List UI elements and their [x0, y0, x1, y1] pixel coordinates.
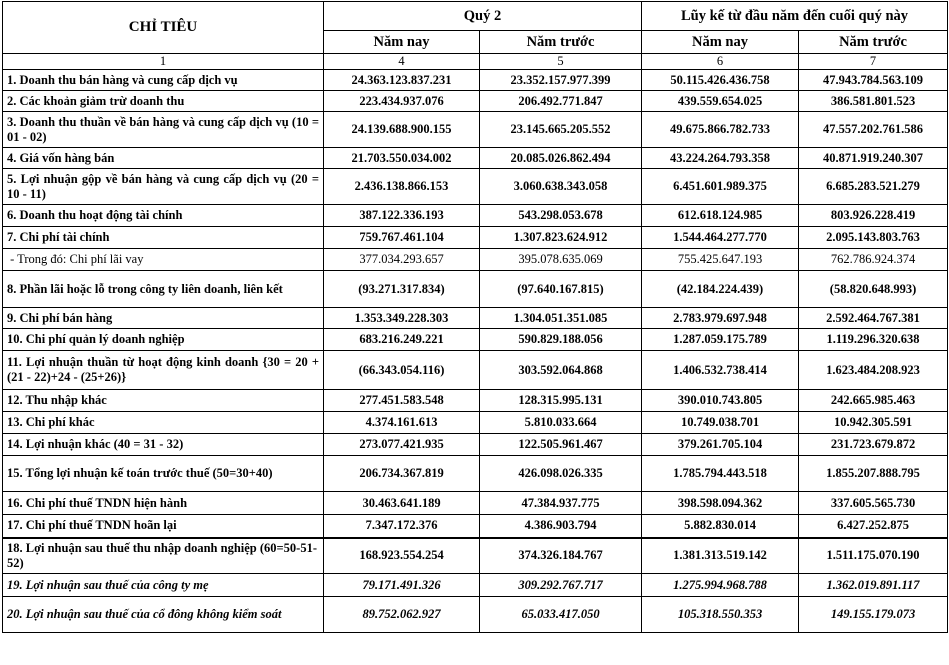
cell-value: 6.451.601.989.375 — [642, 169, 799, 205]
cell-value: 79.171.491.326 — [324, 574, 480, 597]
cell-value: 1.119.296.320.638 — [799, 329, 948, 351]
cell-value: 23.145.665.205.552 — [480, 112, 642, 148]
cell-value: 1.275.994.968.788 — [642, 574, 799, 597]
cell-value: 4.374.161.613 — [324, 412, 480, 434]
cell-value: 337.605.565.730 — [799, 492, 948, 515]
col-header-quarter-2: Quý 2 — [324, 2, 642, 31]
cell-value: 1.511.175.070.190 — [799, 538, 948, 574]
cell-value: 2.095.143.803.763 — [799, 227, 948, 249]
cell-value: 1.785.794.443.518 — [642, 456, 799, 492]
cell-value: 149.155.179.073 — [799, 597, 948, 633]
cell-value: 4.386.903.794 — [480, 515, 642, 538]
row-label: 3. Doanh thu thuần về bán hàng và cung cấp dịch vụ (10 = 01 - 02) — [3, 112, 324, 148]
table-row — [3, 456, 948, 492]
cell-value: (66.343.054.116) — [324, 351, 480, 390]
cell-value: 1.381.313.519.142 — [642, 538, 799, 574]
cell-value: 374.326.184.767 — [480, 538, 642, 574]
cell-value: 30.463.641.189 — [324, 492, 480, 515]
cell-value: 47.384.937.775 — [480, 492, 642, 515]
cell-value: 89.752.062.927 — [324, 597, 480, 633]
row-label: 18. Lợi nhuận sau thuế thu nhập doanh nghiệp (60=50-51-52) — [3, 538, 324, 574]
table-row — [3, 205, 948, 227]
cell-value: 206.492.771.847 — [480, 91, 642, 112]
cell-value: 395.078.635.069 — [480, 249, 642, 271]
table-row — [3, 492, 948, 515]
cell-value: 377.034.293.657 — [324, 249, 480, 271]
col-index: 5 — [480, 54, 642, 70]
cell-value: 1.406.532.738.414 — [642, 351, 799, 390]
col-header-ytd-last-year: Năm trước — [799, 31, 948, 54]
cell-value: 439.559.654.025 — [642, 91, 799, 112]
cell-value: 242.665.985.463 — [799, 390, 948, 412]
row-label: 8. Phần lãi hoặc lỗ trong công ty liên doanh, liên kết — [3, 271, 324, 308]
row-label: 5. Lợi nhuận gộp về bán hàng và cung cấp dịch vụ (20 = 10 - 11) — [3, 169, 324, 205]
table-row — [3, 271, 948, 308]
col-header-year-to-date: Lũy kế từ đầu năm đến cuối quý này — [642, 2, 948, 31]
col-index: 1 — [3, 54, 324, 70]
cell-value: 3.060.638.343.058 — [480, 169, 642, 205]
cell-value: 590.829.188.056 — [480, 329, 642, 351]
cell-value: 23.352.157.977.399 — [480, 70, 642, 91]
cell-value: 398.598.094.362 — [642, 492, 799, 515]
table-row — [3, 434, 948, 456]
cell-value: 755.425.647.193 — [642, 249, 799, 271]
cell-value: 21.703.550.034.002 — [324, 148, 480, 169]
cell-value: 303.592.064.868 — [480, 351, 642, 390]
row-label: 9. Chi phí bán hàng — [3, 308, 324, 329]
cell-value: 10.942.305.591 — [799, 412, 948, 434]
row-label: 2. Các khoản giảm trừ doanh thu — [3, 91, 324, 112]
cell-value: 426.098.026.335 — [480, 456, 642, 492]
col-header-ytd-this-year: Năm nay — [642, 31, 799, 54]
cell-value: 2.592.464.767.381 — [799, 308, 948, 329]
cell-value: 47.943.784.563.109 — [799, 70, 948, 91]
cell-value: 612.618.124.985 — [642, 205, 799, 227]
cell-value: 24.139.688.900.155 — [324, 112, 480, 148]
cell-value: 762.786.924.374 — [799, 249, 948, 271]
cell-value: 49.675.866.782.733 — [642, 112, 799, 148]
row-label: 4. Giá vốn hàng bán — [3, 148, 324, 169]
cell-value: 6.427.252.875 — [799, 515, 948, 538]
cell-value: (93.271.317.834) — [324, 271, 480, 308]
row-label: 14. Lợi nhuận khác (40 = 31 - 32) — [3, 434, 324, 456]
cell-value: 1.362.019.891.117 — [799, 574, 948, 597]
table-row — [3, 249, 948, 271]
row-label: 13. Chi phí khác — [3, 412, 324, 434]
cell-value: 168.923.554.254 — [324, 538, 480, 574]
col-index: 7 — [799, 54, 948, 70]
col-header-q2-this-year: Năm nay — [324, 31, 480, 54]
cell-value: 5.882.830.014 — [642, 515, 799, 538]
cell-value: 128.315.995.131 — [480, 390, 642, 412]
cell-value: 6.685.283.521.279 — [799, 169, 948, 205]
cell-value: (58.820.648.993) — [799, 271, 948, 308]
cell-value: 273.077.421.935 — [324, 434, 480, 456]
row-label: 12. Thu nhập khác — [3, 390, 324, 412]
cell-value: (42.184.224.439) — [642, 271, 799, 308]
row-label: 6. Doanh thu hoạt động tài chính — [3, 205, 324, 227]
cell-value: 206.734.367.819 — [324, 456, 480, 492]
cell-value: 1.287.059.175.789 — [642, 329, 799, 351]
cell-value: 43.224.264.793.358 — [642, 148, 799, 169]
table-row — [3, 70, 948, 91]
col-header-chi-tieu: CHỈ TIÊU — [3, 2, 324, 54]
cell-value: 759.767.461.104 — [324, 227, 480, 249]
cell-value: 2.436.138.866.153 — [324, 169, 480, 205]
cell-value: 1.304.051.351.085 — [480, 308, 642, 329]
cell-value: 2.783.979.697.948 — [642, 308, 799, 329]
cell-value: 387.122.336.193 — [324, 205, 480, 227]
row-label: 11. Lợi nhuận thuần từ hoạt động kinh doanh {30 = 20 + (21 - 22)+24 - (25+26)} — [3, 351, 324, 390]
cell-value: 379.261.705.104 — [642, 434, 799, 456]
table-row — [3, 390, 948, 412]
row-label: 7. Chi phí tài chính — [3, 227, 324, 249]
cell-value: 40.871.919.240.307 — [799, 148, 948, 169]
cell-value: 47.557.202.761.586 — [799, 112, 948, 148]
table-row — [3, 538, 948, 574]
table-row — [3, 412, 948, 434]
table-row — [3, 169, 948, 205]
table-row — [3, 574, 948, 597]
cell-value: 1.623.484.208.923 — [799, 351, 948, 390]
cell-value: 24.363.123.837.231 — [324, 70, 480, 91]
row-label: 20. Lợi nhuận sau thuế của cổ đông không kiểm soát — [3, 597, 324, 633]
cell-value: 1.855.207.888.795 — [799, 456, 948, 492]
row-label: 17. Chi phí thuế TNDN hoãn lại — [3, 515, 324, 538]
row-label: 15. Tổng lợi nhuận kế toán trước thuế (50=30+40) — [3, 456, 324, 492]
cell-value: 7.347.172.376 — [324, 515, 480, 538]
table-row — [3, 351, 948, 390]
cell-value: 309.292.767.717 — [480, 574, 642, 597]
cell-value: 1.353.349.228.303 — [324, 308, 480, 329]
table-row — [3, 91, 948, 112]
income-statement-table — [2, 1, 948, 633]
table-row — [3, 597, 948, 633]
cell-value: 20.085.026.862.494 — [480, 148, 642, 169]
col-header-q2-last-year: Năm trước — [480, 31, 642, 54]
cell-value: 390.010.743.805 — [642, 390, 799, 412]
cell-value: 5.810.033.664 — [480, 412, 642, 434]
table-row — [3, 515, 948, 538]
cell-value: 386.581.801.523 — [799, 91, 948, 112]
cell-value: 50.115.426.436.758 — [642, 70, 799, 91]
cell-value: 683.216.249.221 — [324, 329, 480, 351]
cell-value: 277.451.583.548 — [324, 390, 480, 412]
cell-value: 1.544.464.277.770 — [642, 227, 799, 249]
cell-value: 1.307.823.624.912 — [480, 227, 642, 249]
row-label: - Trong đó: Chi phí lãi vay — [3, 249, 324, 271]
table-row — [3, 148, 948, 169]
cell-value: 65.033.417.050 — [480, 597, 642, 633]
cell-value: 122.505.961.467 — [480, 434, 642, 456]
cell-value: 543.298.053.678 — [480, 205, 642, 227]
cell-value: 803.926.228.419 — [799, 205, 948, 227]
cell-value: 105.318.550.353 — [642, 597, 799, 633]
table-row — [3, 329, 948, 351]
col-index: 4 — [324, 54, 480, 70]
row-label: 1. Doanh thu bán hàng và cung cấp dịch vụ — [3, 70, 324, 91]
table-row — [3, 227, 948, 249]
cell-value: 223.434.937.076 — [324, 91, 480, 112]
cell-value: (97.640.167.815) — [480, 271, 642, 308]
table-row — [3, 308, 948, 329]
cell-value: 10.749.038.701 — [642, 412, 799, 434]
cell-value: 231.723.679.872 — [799, 434, 948, 456]
table-row — [3, 112, 948, 148]
row-label: 10. Chi phí quản lý doanh nghiệp — [3, 329, 324, 351]
row-label: 16. Chi phí thuế TNDN hiện hành — [3, 492, 324, 515]
row-label: 19. Lợi nhuận sau thuế của công ty mẹ — [3, 574, 324, 597]
col-index: 6 — [642, 54, 799, 70]
